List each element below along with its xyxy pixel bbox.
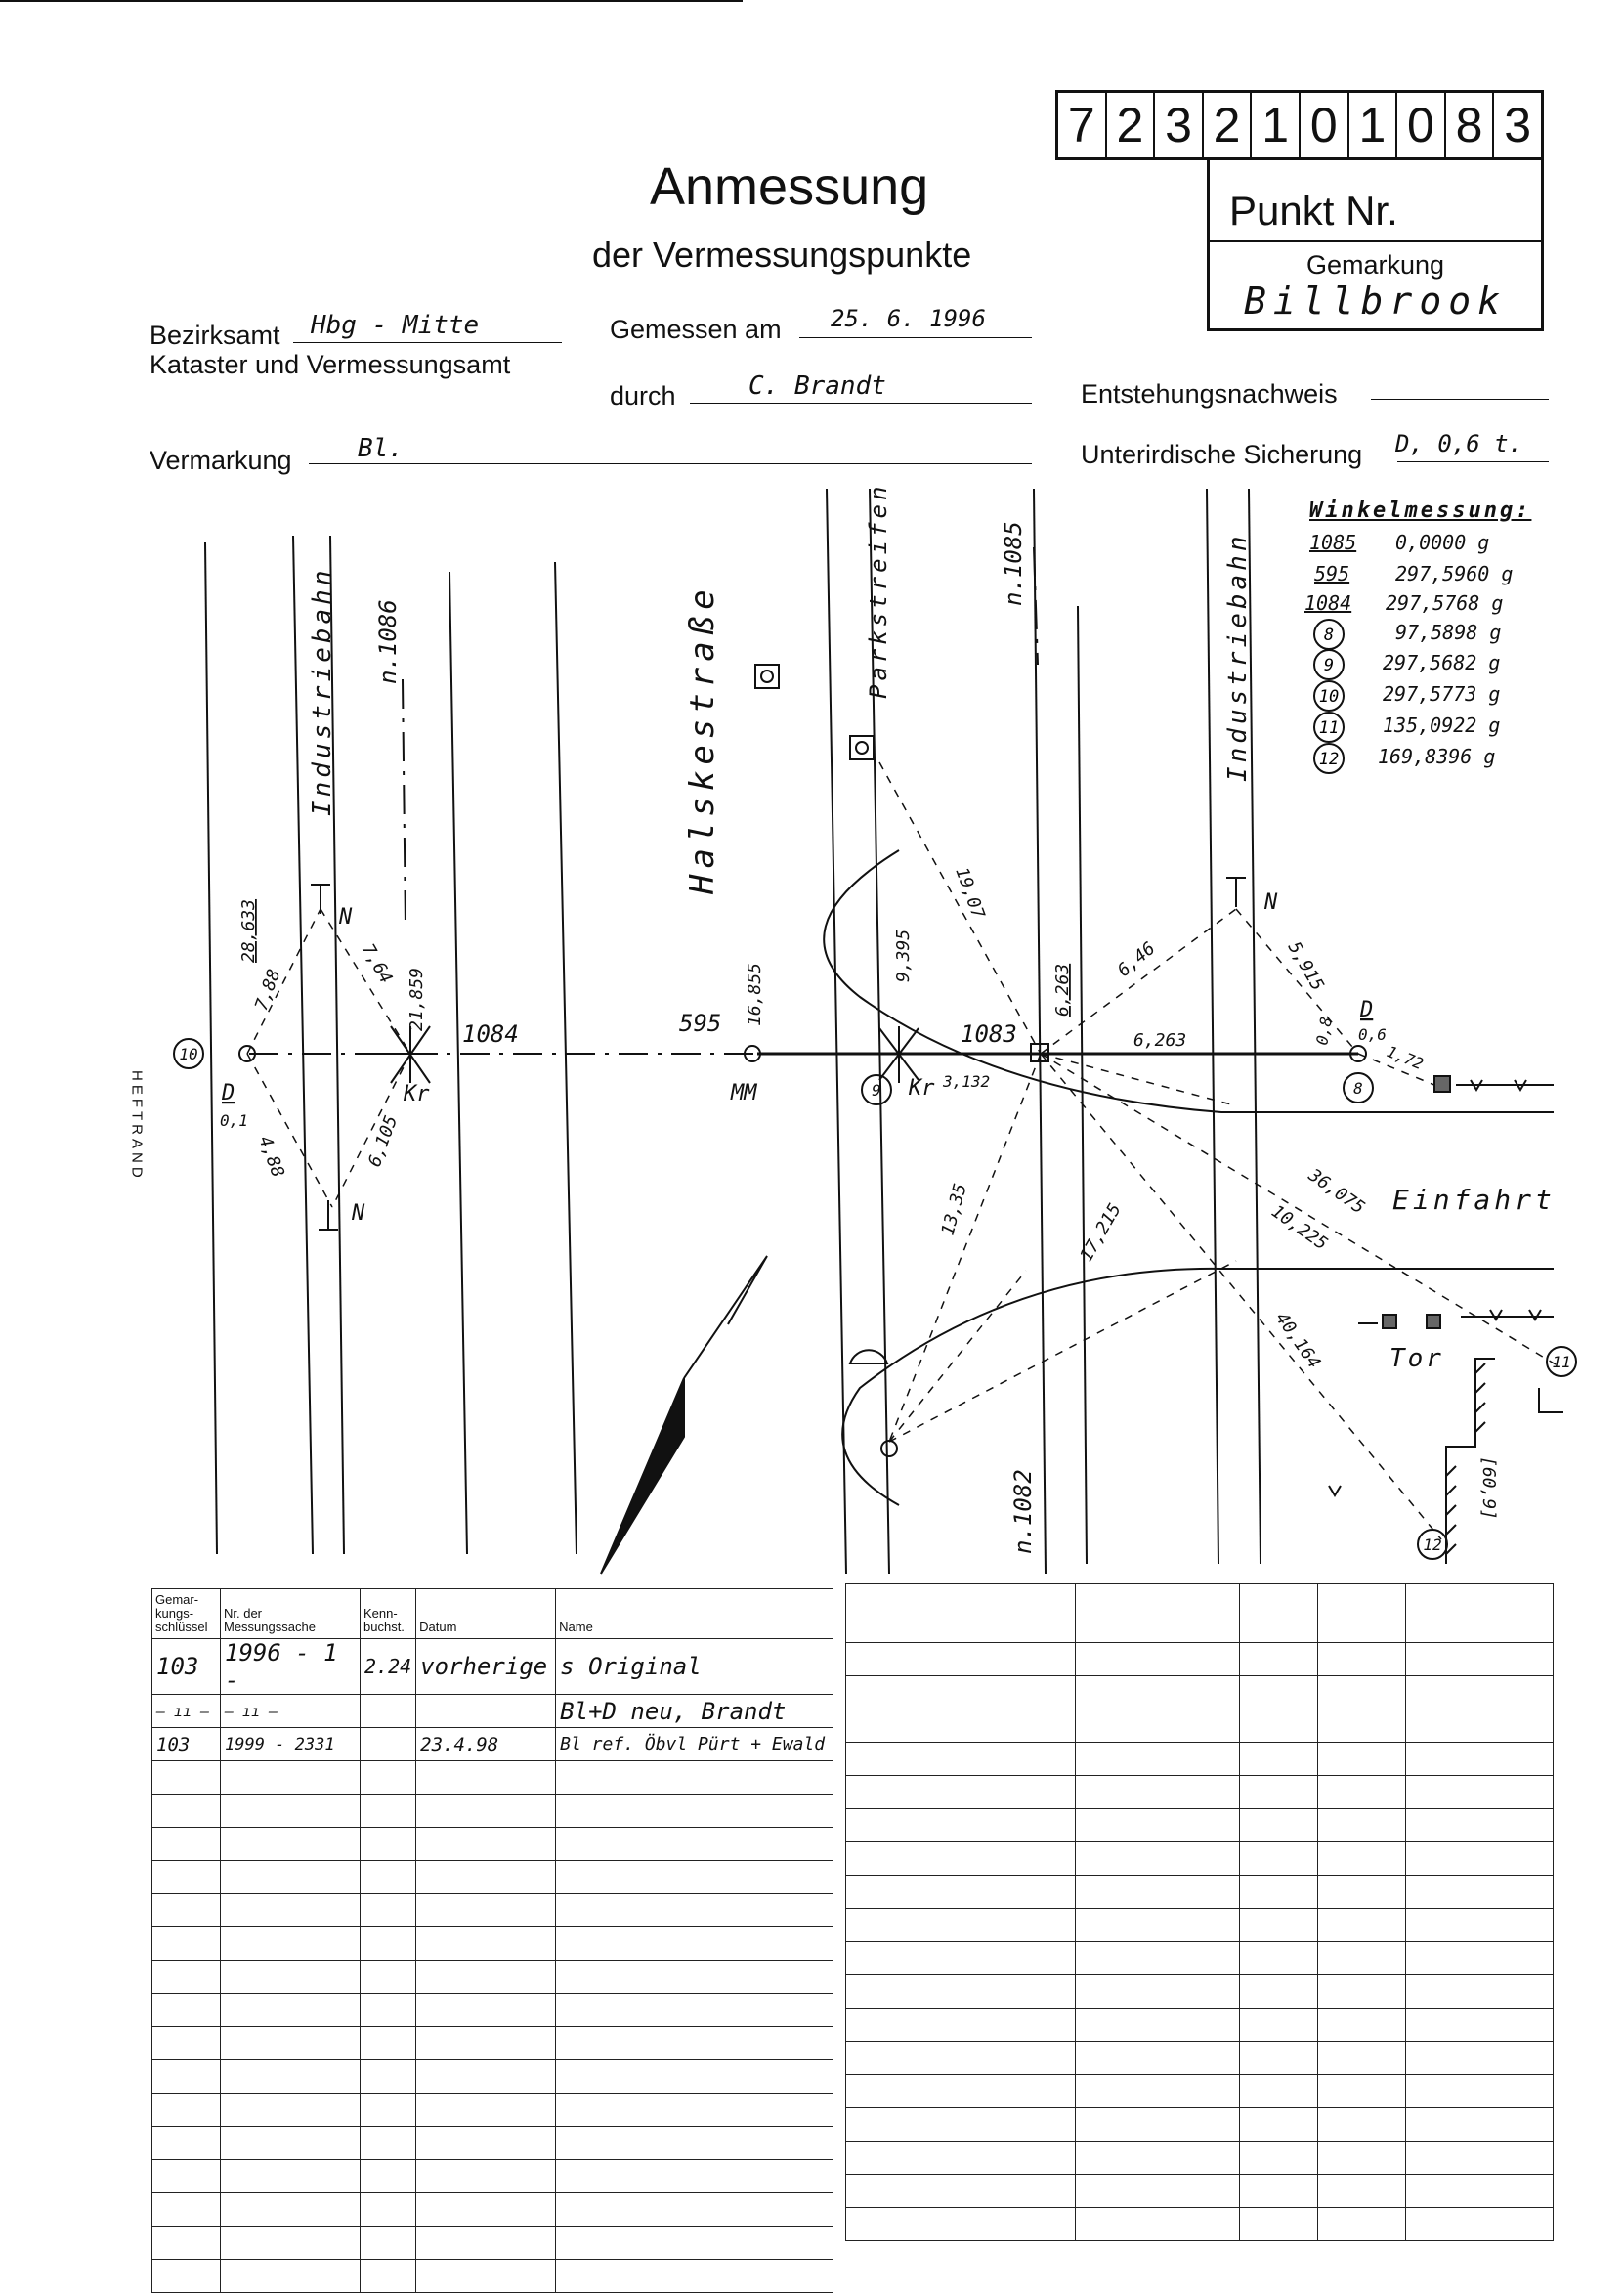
measure-1335: 13,35 xyxy=(937,1181,971,1238)
digit: 2 xyxy=(1105,93,1154,157)
digit: 7 xyxy=(1067,98,1095,152)
digit: 0 xyxy=(1395,93,1444,157)
winkel-value: 297,5682 g xyxy=(1383,651,1501,674)
winkel-value: 0,0000 g xyxy=(1395,531,1490,554)
winkel-point: 1085 xyxy=(1309,531,1357,554)
circle-11: 11 xyxy=(1552,1353,1571,1371)
n1082-label: n.1082 xyxy=(1009,1469,1037,1554)
street-name: Halskestraße xyxy=(683,584,722,894)
tor-label: Tor xyxy=(1389,1344,1444,1373)
measure-28633: 28,633 xyxy=(238,898,259,963)
unterirdisch-value: D, 0,6 t. xyxy=(1395,430,1523,457)
measure-08: 0,8 xyxy=(1312,1015,1336,1047)
entstehung-label: Entstehungsnachweis xyxy=(1081,379,1338,409)
table-row: – ıı – – ıı – Bl+D neu, Brandt xyxy=(152,1695,833,1728)
winkel-value: 297,5768 g xyxy=(1386,591,1504,615)
winkel-value: 297,5773 g xyxy=(1383,682,1501,706)
d-left-value: 0,1 xyxy=(220,1111,248,1130)
winkel-point: 10 xyxy=(1318,687,1340,707)
parkstreifen-label: Parkstreifen xyxy=(865,482,892,699)
measure-17215: 17,215 xyxy=(1076,1199,1126,1266)
n1086-label: n.1086 xyxy=(374,599,402,684)
circle-10: 10 xyxy=(179,1045,198,1063)
winkel-value: 169,8396 g xyxy=(1378,745,1496,768)
col-header: Gemar-kungs-schlüssel xyxy=(152,1589,221,1639)
n-bottom: N xyxy=(352,1201,365,1226)
d-right: D xyxy=(1360,998,1374,1022)
vermarkung-value: Bl. xyxy=(358,434,404,463)
col-header: Nr. der Messungssache xyxy=(221,1589,361,1639)
digit: 3 xyxy=(1492,93,1541,157)
page-subtitle: der Vermessungspunkte xyxy=(592,235,972,275)
winkel-value: 135,0922 g xyxy=(1383,714,1501,737)
winkelmessung-title: Winkelmessung: xyxy=(1309,498,1532,523)
point-595: 595 xyxy=(679,1010,722,1037)
n-right: N xyxy=(1264,890,1278,915)
point-1083: 1083 xyxy=(961,1020,1017,1048)
digit: 2 xyxy=(1202,93,1251,157)
measure-488: 4,88 xyxy=(254,1133,288,1181)
mm-label: MM xyxy=(731,1081,757,1105)
circle-8: 8 xyxy=(1353,1079,1363,1098)
col-header: Kenn-buchst. xyxy=(361,1589,416,1639)
measure-1907: 19,07 xyxy=(951,864,989,922)
unterirdisch-label: Unterirdische Sicherung xyxy=(1081,440,1363,469)
winkel-point: 8 xyxy=(1323,626,1335,645)
winkel-point: 595 xyxy=(1314,562,1350,585)
bezirksamt-label: Bezirksamt xyxy=(150,321,280,350)
einfahrt-label: Einfahrt xyxy=(1392,1184,1556,1216)
winkel-point: 11 xyxy=(1318,718,1340,738)
kr-left: Kr xyxy=(404,1082,430,1106)
durch-label: durch xyxy=(610,381,676,411)
winkel-value: 97,5898 g xyxy=(1395,621,1502,644)
measure-9395: 9,395 xyxy=(893,929,914,982)
gemessen-label: Gemessen am xyxy=(610,315,782,344)
industriebahn-left: Industriebahn xyxy=(308,566,337,816)
digit: 1 xyxy=(1347,93,1396,157)
vermarkung-label: Vermarkung xyxy=(150,446,292,475)
page-title: Anmessung xyxy=(650,157,929,216)
winkel-point: 9 xyxy=(1323,656,1335,675)
gemarkung-label: Gemarkung xyxy=(1305,250,1445,280)
measure-16855: 16,855 xyxy=(745,962,765,1026)
winkel-point: 12 xyxy=(1318,750,1340,769)
measure-10225: 10,225 xyxy=(1267,1200,1332,1255)
measure-40164: 40,164 xyxy=(1270,1308,1325,1373)
measure-646: 6,46 xyxy=(1113,937,1160,981)
d-left: D xyxy=(222,1081,235,1105)
top-rule xyxy=(0,0,743,2)
durch-value: C. Brandt xyxy=(748,371,886,401)
gemarkung-value: Billbrook xyxy=(1244,280,1507,323)
kr-right: Kr xyxy=(909,1076,935,1101)
measure-172: 1,72 xyxy=(1384,1042,1427,1074)
table-row: 103 1999 - 2331 23.4.98 Bl ref. Öbvl Pürt + Ewald xyxy=(152,1728,833,1761)
winkel-point: 1084 xyxy=(1304,591,1352,615)
heftrand-label: HEFTRAND xyxy=(128,1070,146,1182)
measure-788: 7,88 xyxy=(250,966,285,1014)
col-header: Datum xyxy=(416,1589,556,1639)
industriebahn-right: Industriebahn xyxy=(1223,532,1253,782)
register-table-right xyxy=(845,1583,1554,2241)
measure-3132: 3,132 xyxy=(943,1072,991,1091)
digit: 1 xyxy=(1250,93,1299,157)
digit: 0 xyxy=(1299,93,1347,157)
measure-36075: 36,075 xyxy=(1304,1164,1369,1219)
circle-9: 9 xyxy=(872,1081,881,1100)
measure-6263a: 6,263 xyxy=(1052,963,1073,1017)
measure-21859: 21,859 xyxy=(406,967,427,1031)
measure-609: [60,9] xyxy=(1478,1456,1499,1521)
measure-6105: 6,105 xyxy=(363,1112,403,1170)
circle-12: 12 xyxy=(1423,1536,1442,1554)
n-top: N xyxy=(339,905,353,930)
n1085-label: n.1085 xyxy=(1000,521,1027,606)
table-row: 103 1996 - 1 - 2.24 vorherige s Original xyxy=(152,1639,833,1695)
bezirksamt-value: Hbg - Mitte xyxy=(311,311,480,340)
gemessen-value: 25. 6. 1996 xyxy=(831,305,986,332)
register-table xyxy=(151,1588,833,2293)
measure-6263b: 6,263 xyxy=(1133,1030,1187,1051)
winkel-value: 297,5960 g xyxy=(1395,562,1514,585)
punkt-nr-label: Punkt Nr. xyxy=(1229,188,1398,234)
measure-5915: 5,915 xyxy=(1283,938,1328,995)
d-right-value: 0,6 xyxy=(1358,1025,1387,1044)
col-header: Name xyxy=(556,1589,833,1639)
point-1084: 1084 xyxy=(462,1020,519,1048)
digit: 3 xyxy=(1153,93,1202,157)
digit: 8 xyxy=(1444,93,1493,157)
measure-764: 7,64 xyxy=(357,940,397,988)
kataster-label: Kataster und Vermessungsamt xyxy=(150,350,511,379)
